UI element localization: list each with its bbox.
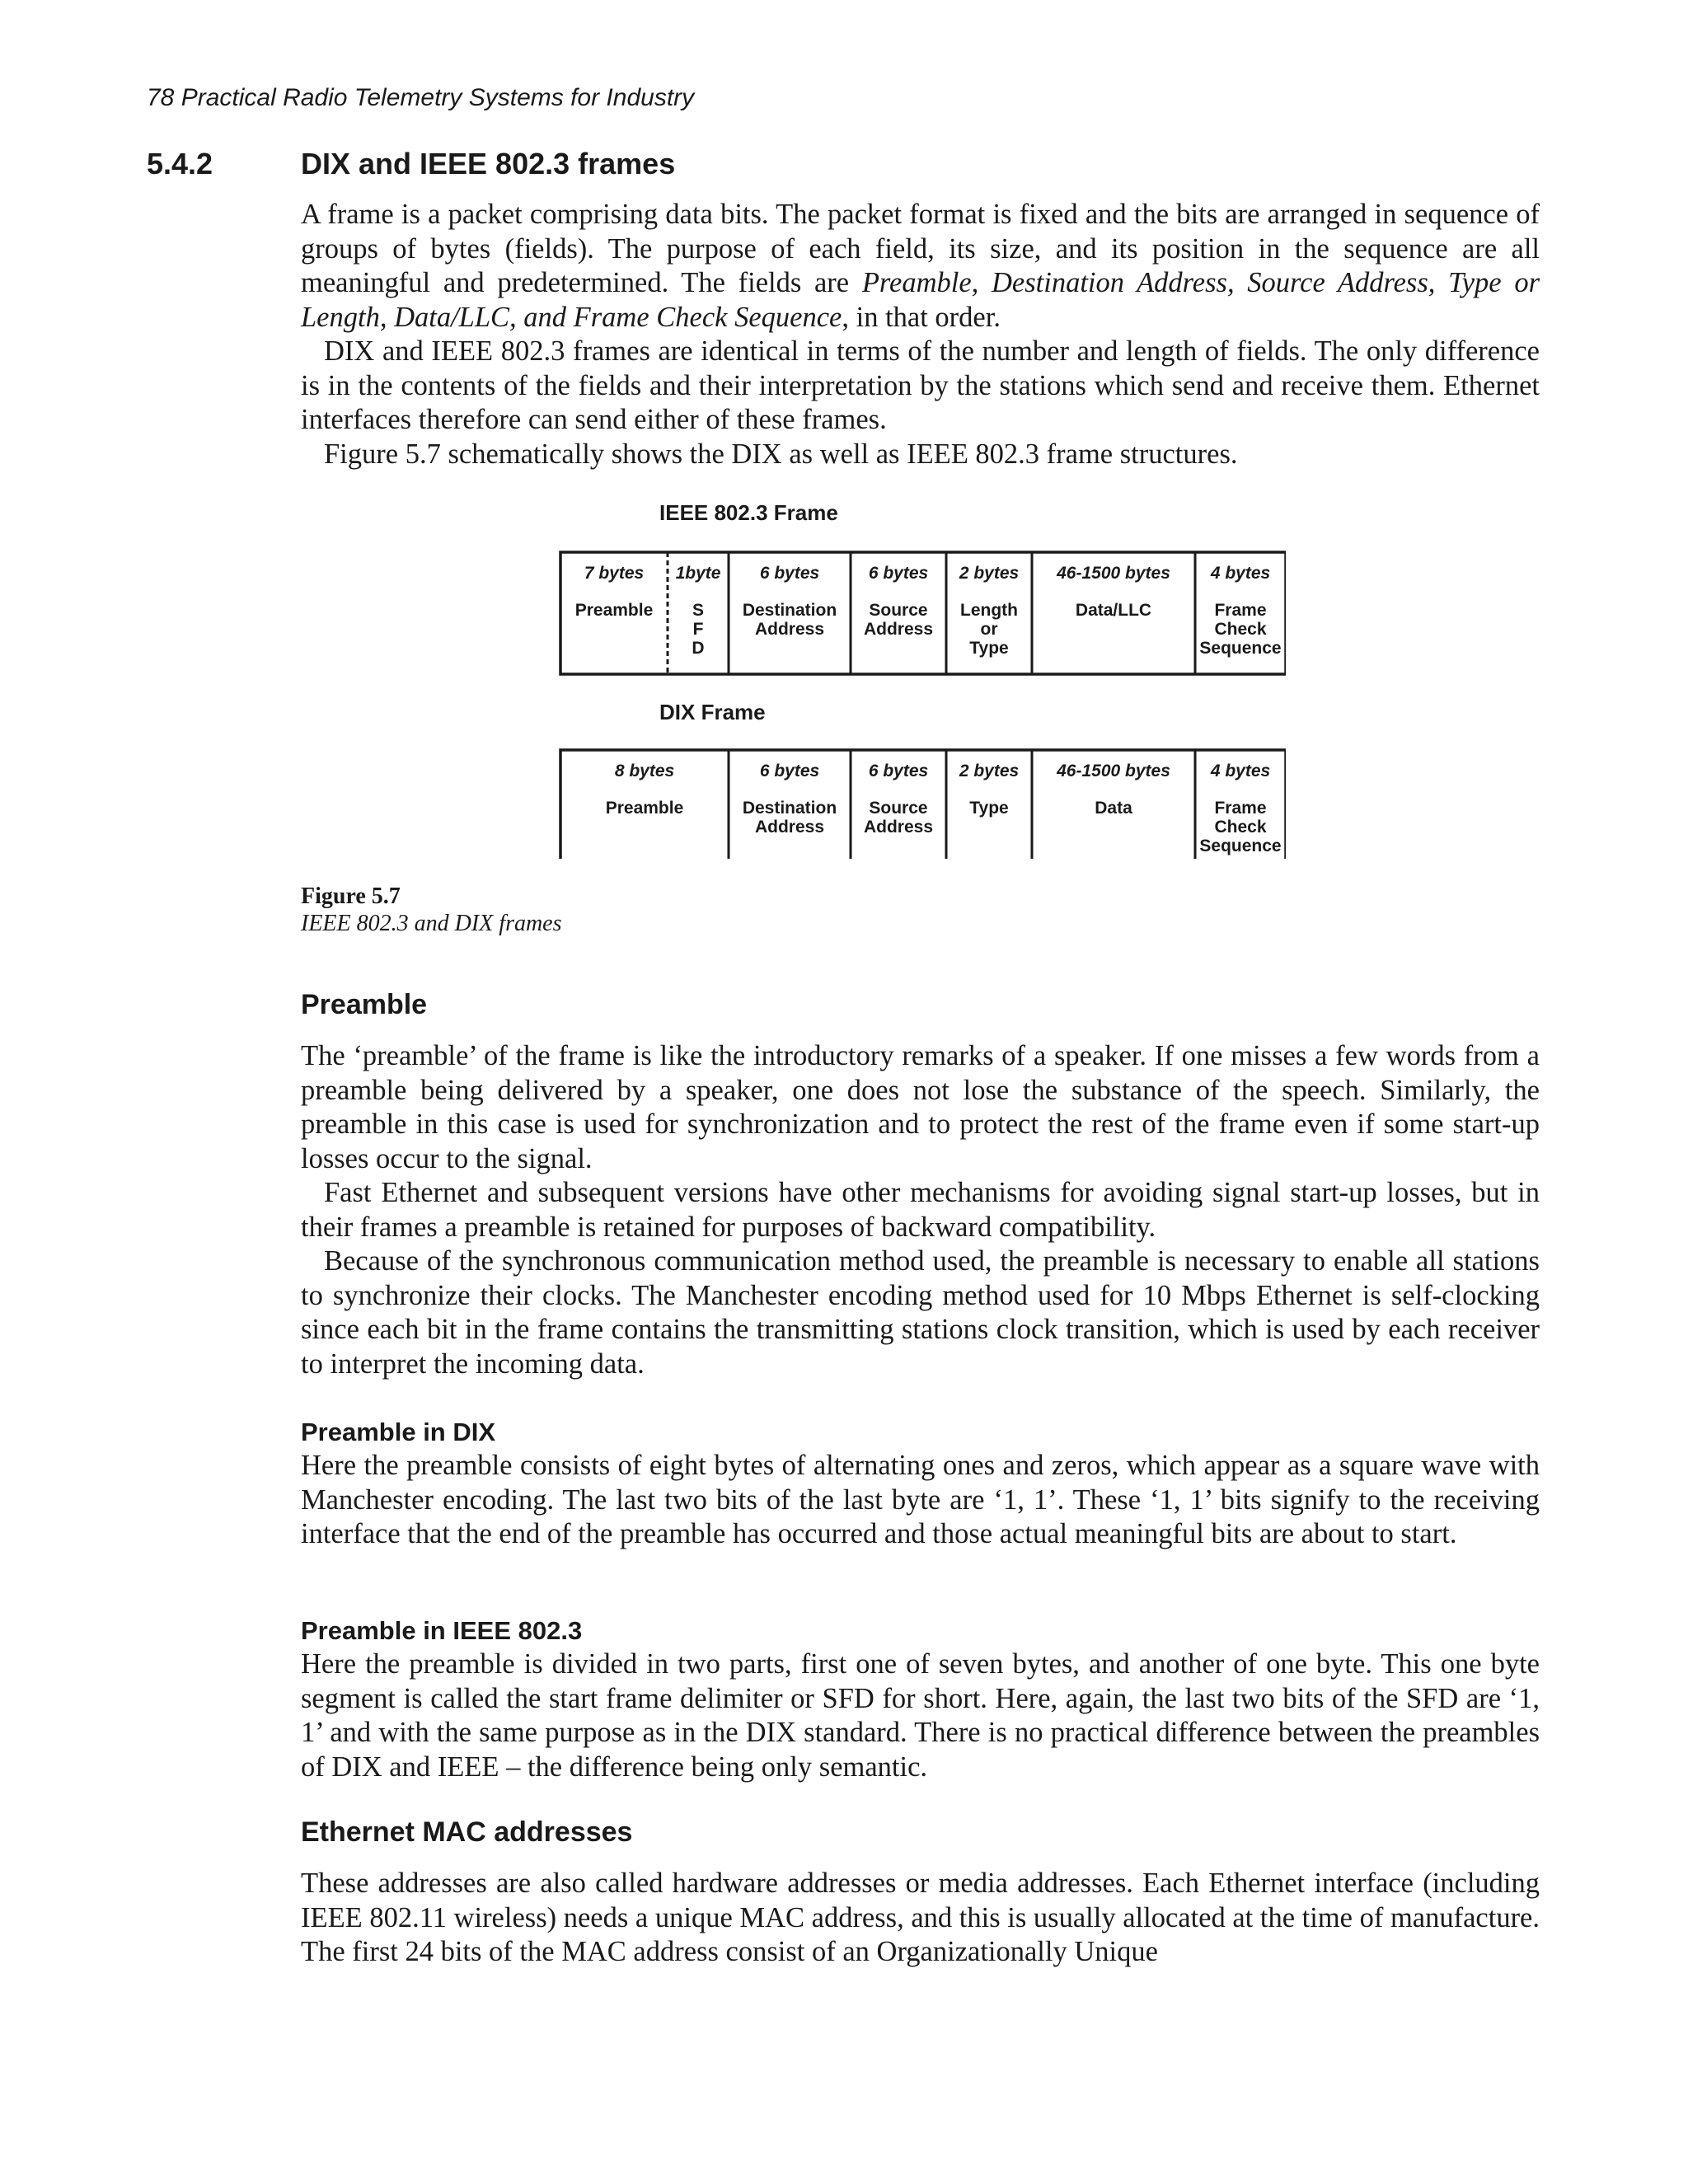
dix-frame [560,750,1286,859]
intro-paragraph-3: Figure 5.7 schematically shows the DIX as well as IEEE 802.3 frame structures. [324,438,1238,470]
ieee-field-label: D [692,639,705,658]
preamble-dix-heading: Preamble in DIX [301,1418,496,1446]
ieee-field-size: 7 bytes [584,564,645,583]
dix-field-label: Preamble [605,799,684,818]
figure-caption-text: IEEE 802.3 and DIX frames [301,911,562,936]
dix-field-label: Source [869,799,928,818]
dix-field-label: Address [754,818,825,837]
preamble-heading: Preamble [301,989,428,1020]
mac-heading: Ethernet MAC addresses [301,1816,633,1848]
intro-paragraph-1: A frame is a packet comprising data bits. The packet format is fixed and the bits are arranged in sequence of groups of bytes (fields). The purpose of each field, its size, and its position in the sequence are all meaningful and predetermined. The fields are Preamble, Destination Address, Source Address, Type or Length, Data/LLC, and Frame Check Sequence, in that order. [301,199,1540,333]
ieee-field-size: 46-1500 bytes [1057,564,1170,583]
ieee-field-label: F [692,620,704,639]
dix-field-label: Type [969,799,1009,818]
intro-paragraph-2: DIX and IEEE 802.3 frames are identical in terms of the number and length of fields. The only difference is in the contents of the fields and their interpretation by the stations which send and receive them. Ethernet interfaces therefore can send either of these frames. [301,335,1540,435]
dix-field-size: 6 bytes [868,762,929,780]
running-head: 78 Practical Radio Telemetry Systems for Industry [147,84,695,111]
ieee-field-label: Preamble [574,601,654,620]
ieee-field-label: Address [754,620,825,639]
preamble-dix-paragraph: Here the preamble consists of eight bytes of alternating ones and zeros, which appear as a square wave with Manchester encoding. The last two bits of the last byte are ‘1, 1’. These ‘1, 1’ bits signify to the receiving interface that the end of the preamble has occurred and those actual meaningful bits are about to start. [301,1450,1540,1549]
dix-field-label: Check [1214,818,1267,837]
figure-number: Figure 5.7 [301,883,401,909]
field-list: Preamble, Destination Address, Source Address, Type or Length, Data/LLC, and Frame Check Sequence [301,267,1540,333]
ieee-field-label: Data/LLC [1075,601,1152,620]
dix-frame-title: DIX Frame [659,700,766,724]
dix-field-size: 46-1500 bytes [1057,762,1170,780]
section-title: DIX and IEEE 802.3 frames [301,147,676,180]
mac-paragraph: These addresses are also called hardware addresses or media addresses. Each Ethernet interface (including IEEE 802.11 wireless) needs a unique MAC address, and this is usually allocated at the time of manufacture. The first 24 bits of the MAC address consist of an Organizationally Unique [301,1868,1540,1967]
ieee-field-label: Sequence [1199,639,1282,658]
dix-field-size: 4 bytes [1210,762,1271,780]
dix-field-label: Data [1095,799,1132,818]
ieee-field-label: or [980,620,998,639]
ieee-field-size: 6 bytes [868,564,929,583]
preamble-text [301,1039,1540,1381]
ieee-field-label: Destination [742,601,837,620]
dix-field-size: 2 bytes [959,762,1020,780]
dix-field-label: Sequence [1199,837,1282,855]
ieee-field-label: Length [960,601,1018,620]
dix-field-label: Address [863,818,934,837]
intro-text [301,198,1540,471]
preamble-paragraph-1: The ‘preamble’ of the frame is like the introductory remarks of a speaker. If one misses a few words from a preamble being delivered by a speaker, one does not lose the substance of the speech. Similarly, the preamble in this case is used for synchronization and to protect the rest of the frame even if some start-up losses occur to the signal. [301,1040,1540,1174]
ieee-field-label: Source [869,601,928,620]
ieee-frame-title: IEEE 802.3 Frame [659,500,838,525]
preamble-dix-text [301,1449,1540,1552]
preamble-paragraph-2: Fast Ethernet and subsequent versions have other mechanisms for avoiding signal start-up losses, but in their frames a preamble is retained for purposes of backward compatibility. [301,1177,1540,1243]
ieee-field-label: Check [1214,620,1267,639]
ieee-field-label: Frame [1214,601,1267,620]
dix-field-label: Frame [1214,799,1267,818]
ieee-frame [560,552,1286,674]
section-number: 5.4.2 [147,147,213,180]
ieee-field-label: Address [863,620,934,639]
ieee-field-size: 4 bytes [1210,564,1271,583]
ieee-field-label: Type [969,639,1009,658]
preamble-ieee-heading: Preamble in IEEE 802.3 [301,1616,583,1645]
ieee-field-size: 6 bytes [759,564,820,583]
frame-structure-diagram [552,496,1286,859]
preamble-paragraph-3: Because of the synchronous communication method used, the preamble is necessary to enable all stations to synchronize their clocks. The Manchester encoding method used for 10 Mbps Ethernet is self-clocking since each bit in the frame contains the transmitting stations clock transition, which is used by each receiver to interpret the incoming data. [301,1245,1540,1380]
ieee-field-label: S [692,601,705,620]
mac-text [301,1867,1540,1970]
preamble-ieee-paragraph: Here the preamble is divided in two parts, first one of seven bytes, and another of one byte. This one byte segment is called the start frame delimiter or SFD for short. Here, again, the last two bits of the SFD are ‘1, 1’ and with the same purpose as in the DIX standard. There is no practical difference between the preambles of DIX and IEEE – the difference being only semantic. [301,1648,1540,1783]
dix-field-label: Destination [742,799,837,818]
ieee-field-size: 2 bytes [959,564,1020,583]
dix-field-size: 6 bytes [759,762,820,780]
ieee-field-size: 1byte [675,564,721,583]
dix-field-size: 8 bytes [614,762,675,780]
preamble-ieee-text [301,1647,1540,1784]
figure-caption [301,883,562,937]
